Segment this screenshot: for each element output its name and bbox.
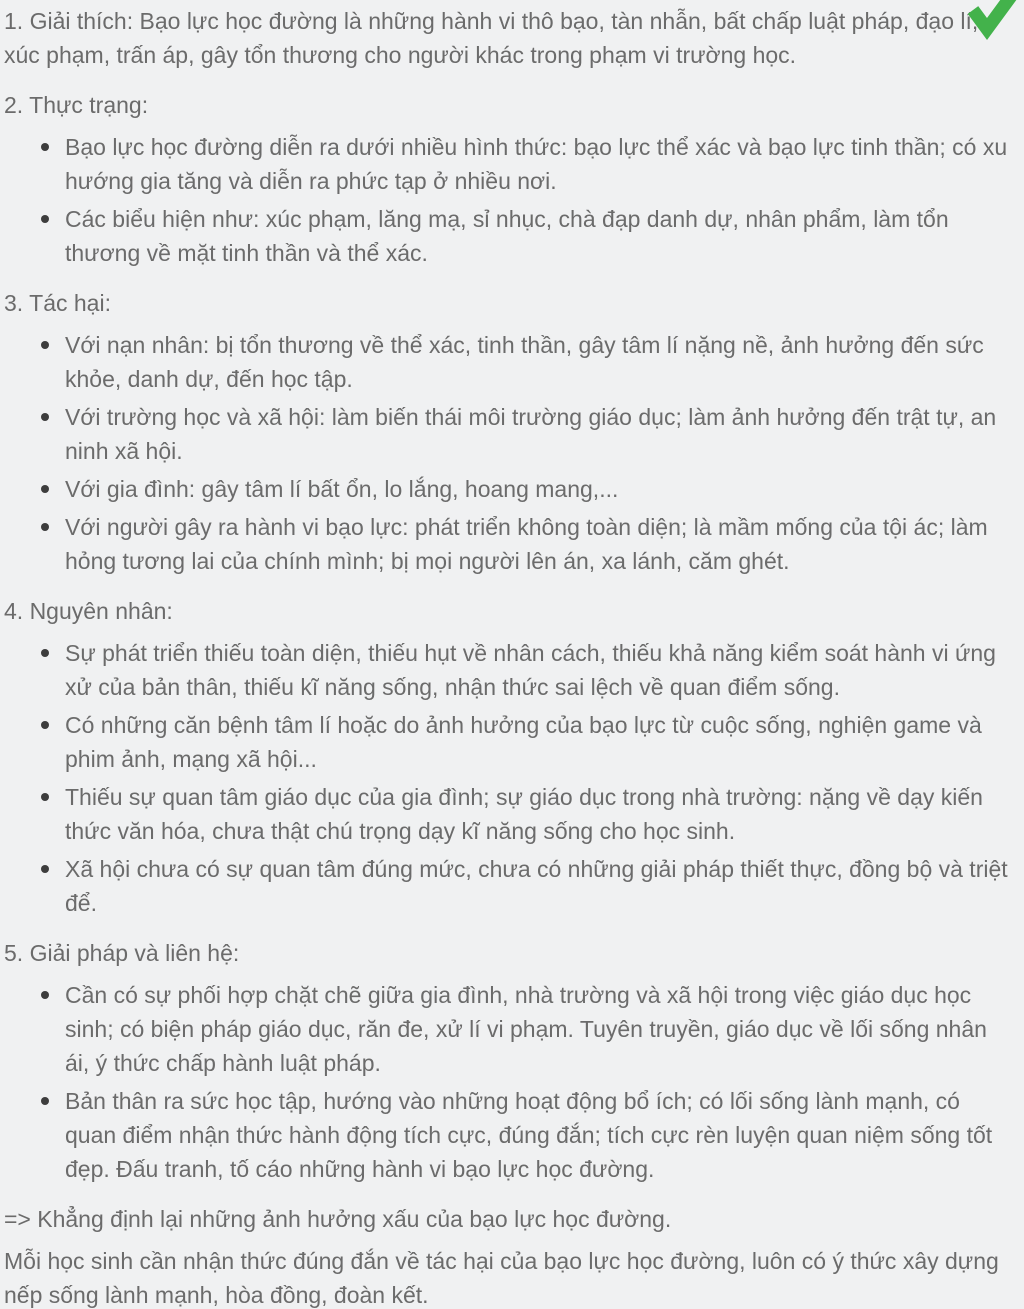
list-item: Với trường học và xã hội: làm biến thái môi trường giáo dục; làm ảnh hưởng đến trật tự, an ninh xã hội. [65, 400, 1014, 468]
section-3-list [4, 328, 1014, 578]
list-item: Với người gây ra hành vi bạo lực: phát triển không toàn diện; là mầm mống của tội ác; làm hỏng tương lai của chính mình; bị mọi người lên án, xa lánh, căm ghét. [65, 510, 1014, 578]
list-item: Bạo lực học đường diễn ra dưới nhiều hình thức: bạo lực thể xác và bạo lực tinh thần; có xu hướng gia tăng và diễn ra phức tạp ở nhiều nơi. [65, 130, 1014, 198]
section-4-list [4, 636, 1014, 920]
section-5-heading: 5. Giải pháp và liên hệ: [4, 940, 240, 966]
list-item: Các biểu hiện như: xúc phạm, lăng mạ, sỉ nhục, chà đạp danh dự, nhân phẩm, làm tổn thương về mặt tinh thần và thể xác. [65, 202, 1014, 270]
conclusion-line: => Khẳng định lại những ảnh hưởng xấu của bạo lực học đường. [4, 1206, 672, 1232]
list-item: Cần có sự phối hợp chặt chẽ giữa gia đình, nhà trường và xã hội trong việc giáo dục học sinh; có biện pháp giáo dục, răn đe, xử lí vi phạm. Tuyên truyền, giáo dục về lối sống nhân ái, ý thức chấp hành luật pháp. [65, 978, 1014, 1080]
final-note: Mỗi học sinh cần nhận thức đúng đắn về tác hại của bạo lực học đường, luôn có ý thức xây dựng nếp sống lành mạnh, hòa đồng, đoàn kết. [4, 1248, 999, 1308]
section-4-heading: 4. Nguyên nhân: [4, 598, 173, 624]
section-5-list [4, 978, 1014, 1186]
list-item: Với gia đình: gây tâm lí bất ổn, lo lắng, hoang mang,... [65, 472, 1014, 506]
list-item: Thiếu sự quan tâm giáo dục của gia đình; sự giáo dục trong nhà trường: nặng về dạy kiến thức văn hóa, chưa thật chú trọng dạy kĩ năng sống cho học sinh. [65, 780, 1014, 848]
list-item: Sự phát triển thiếu toàn diện, thiếu hụt về nhân cách, thiếu khả năng kiểm soát hành vi ứng xử của bản thân, thiếu kĩ năng sống, nhận thức sai lệch về quan điểm sống. [65, 636, 1014, 704]
section-2-heading: 2. Thực trạng: [4, 92, 149, 118]
list-item: Với nạn nhân: bị tổn thương về thể xác, tinh thần, gây tâm lí nặng nề, ảnh hưởng đến sức khỏe, danh dự, đến học tập. [65, 328, 1014, 396]
section-3-heading: 3. Tác hại: [4, 290, 111, 316]
section-1-heading: 1. Giải thích: Bạo lực học đường là những hành vi thô bạo, tàn nhẫn, bất chấp luật pháp, đạo lí, xúc phạm, trấn áp, gây tổn thương cho người khác trong phạm vi trường học. [4, 8, 979, 68]
list-item: Xã hội chưa có sự quan tâm đúng mức, chưa có những giải pháp thiết thực, đồng bộ và triệt để. [65, 852, 1014, 920]
list-item: Có những căn bệnh tâm lí hoặc do ảnh hưởng của bạo lực từ cuộc sống, nghiện game và phim ảnh, mạng xã hội... [65, 708, 1014, 776]
list-item: Bản thân ra sức học tập, hướng vào những hoạt động bổ ích; có lối sống lành mạnh, có quan điểm nhận thức hành động tích cực, đúng đắn; tích cực rèn luyện quan niệm sống tốt đẹp. Đấu tranh, tố cáo những hành vi bạo lực học đường. [65, 1084, 1014, 1186]
section-2-list [4, 130, 1014, 270]
